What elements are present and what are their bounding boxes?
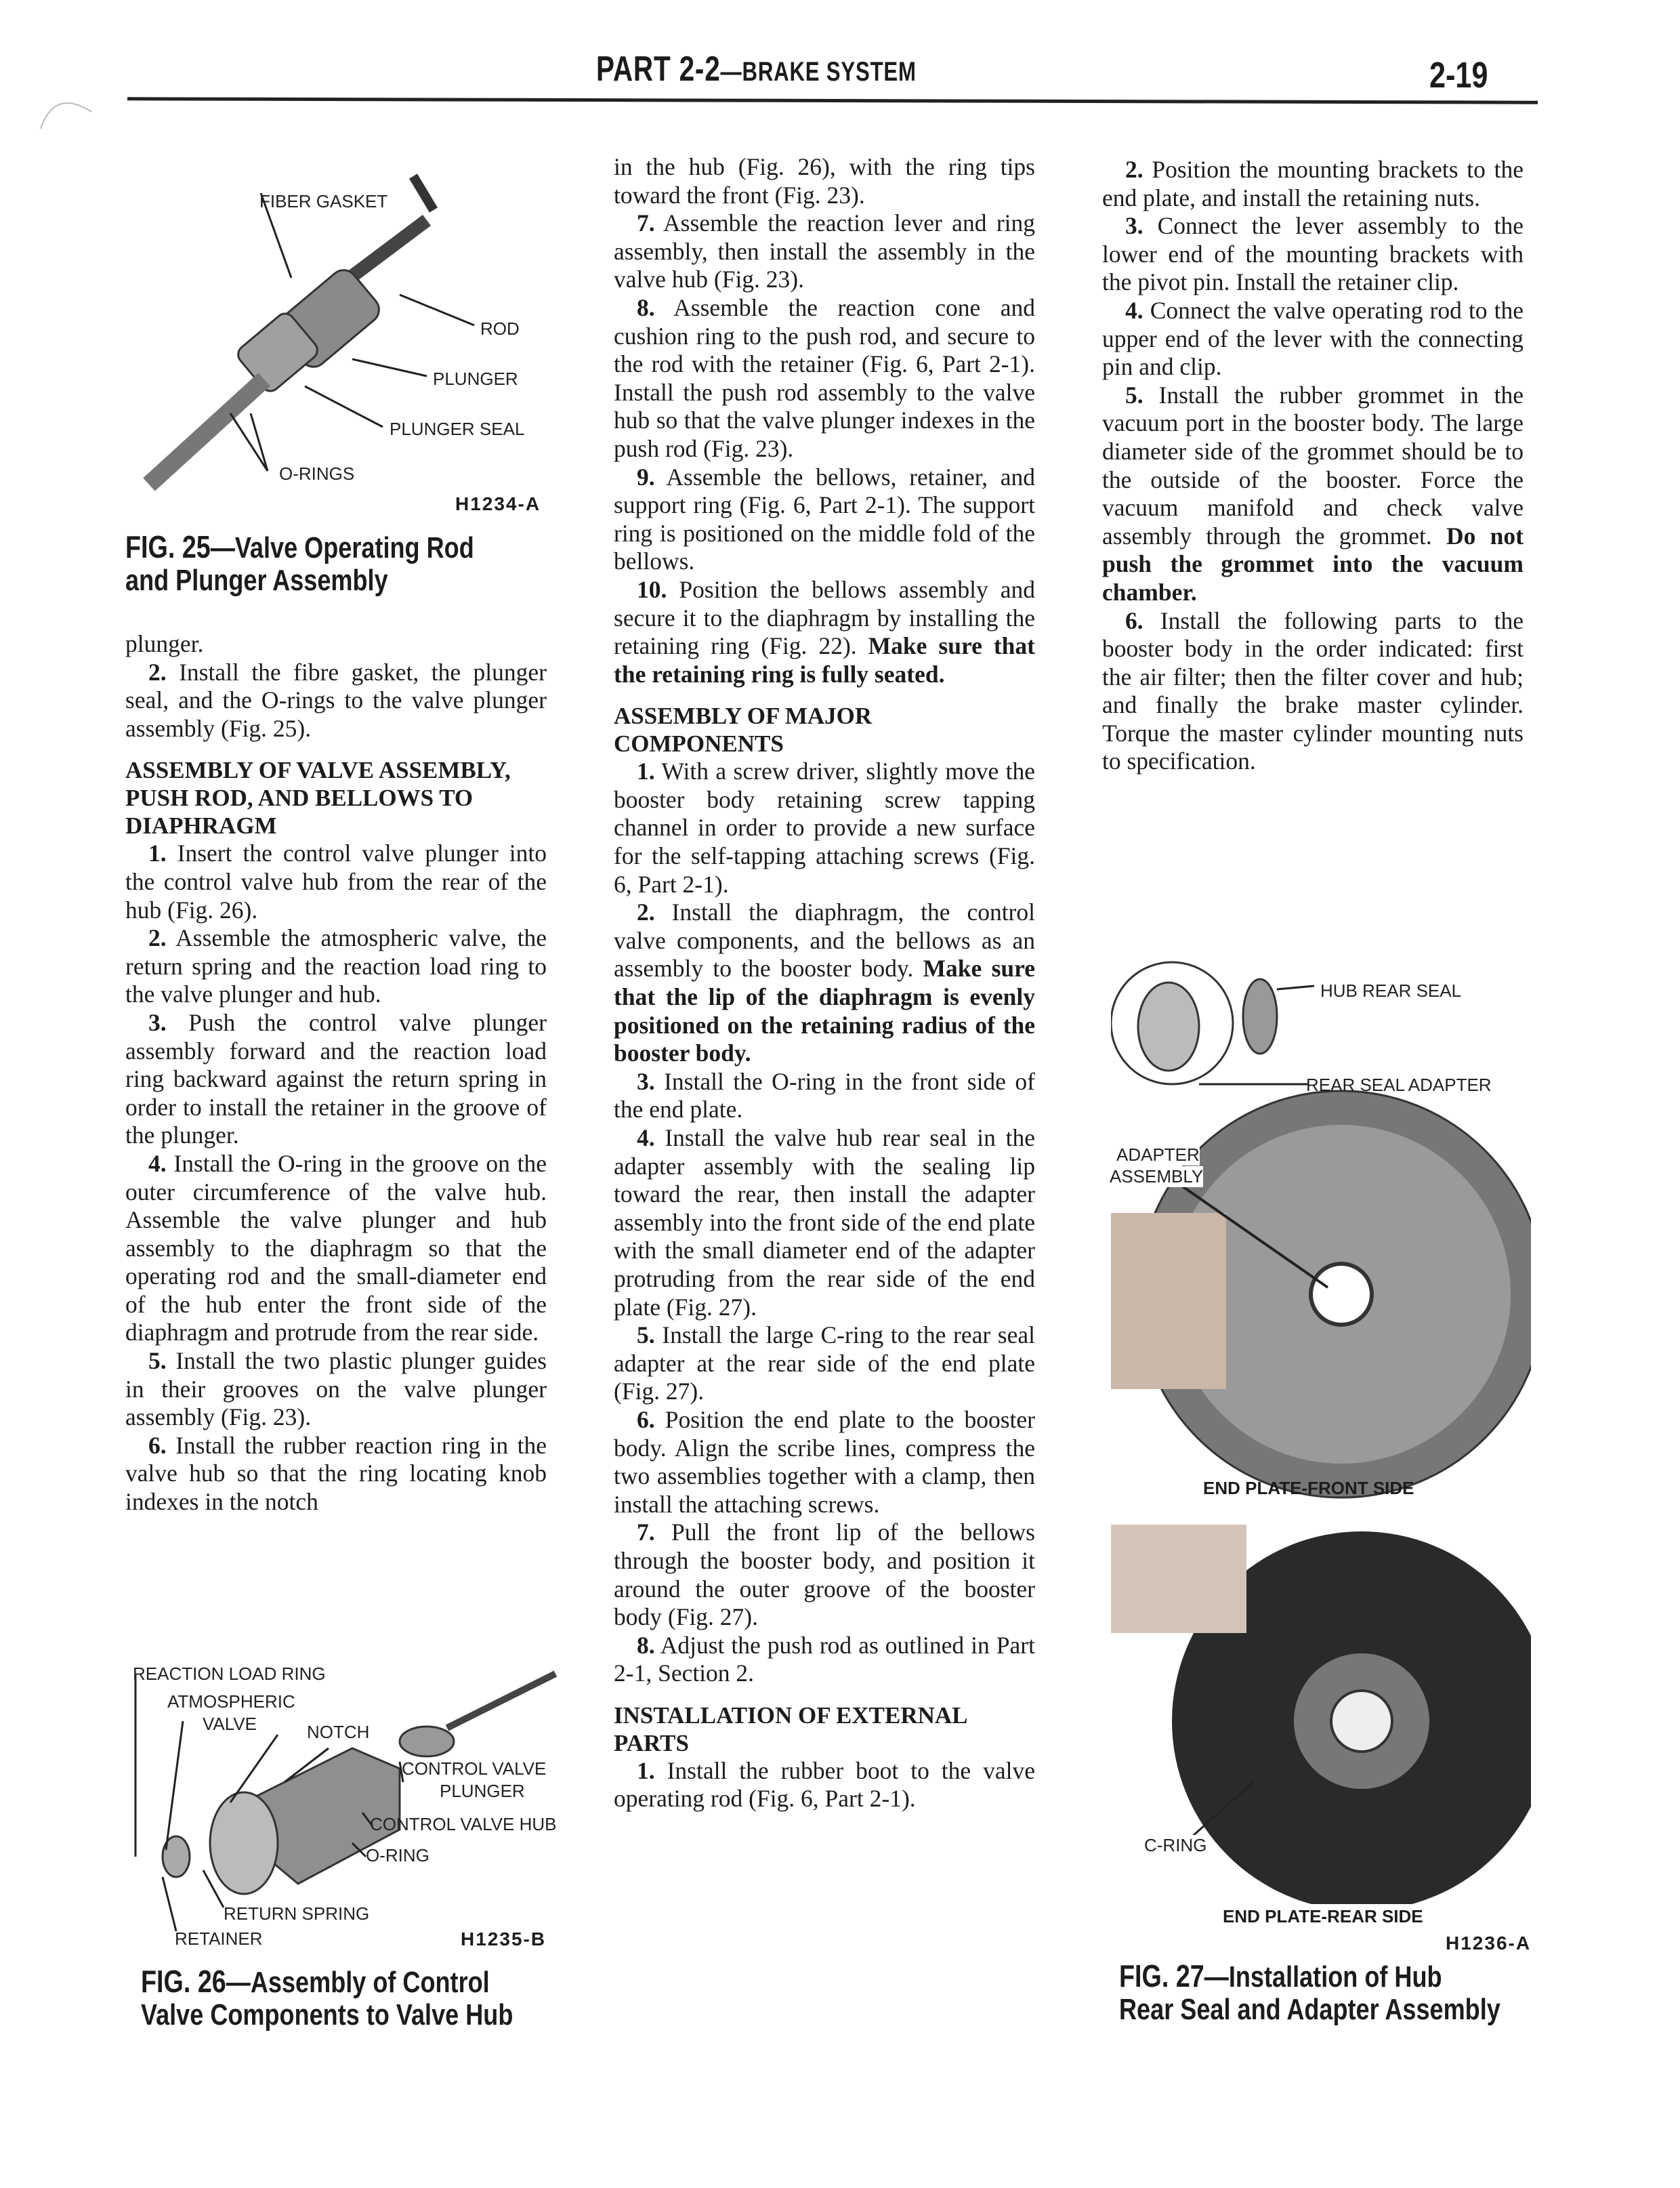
fig25-label-rod: ROD xyxy=(480,318,520,339)
step-number: 5. xyxy=(1125,381,1143,409)
warning-text: Do not push the grommet into the vacuum chamber. xyxy=(1102,522,1524,606)
paragraph xyxy=(125,1009,547,1150)
paragraph-text: Position the bellows assembly and secure it to the diaphragm by installing the retaining ring (Fig. 22). xyxy=(614,575,1035,660)
paragraph-text: Install the O-ring in the front side of the end plate. xyxy=(614,1067,1035,1123)
paragraph-text: Install the following parts to the booster body in the order indicated: first the air filter; then the filter cover and hub; and finally the brake master cylinder. Torque the master cylinder mounting nuts to specification. xyxy=(1102,606,1524,775)
fig26-label-return-spring: RETURN SPRING xyxy=(224,1903,370,1924)
paragraph-text: Adjust the push rod as outlined in Part 2-1, Section 2. xyxy=(614,1631,1035,1687)
step-number: 4. xyxy=(1125,296,1143,324)
fig26-label-valve: VALVE xyxy=(203,1714,257,1734)
step-number: 9. xyxy=(637,463,655,491)
step-number: 1. xyxy=(148,840,167,867)
paragraph xyxy=(614,294,1035,463)
step-number: 2. xyxy=(148,658,167,686)
paragraph xyxy=(614,153,1035,209)
fig26-caption-number: FIG. 26 xyxy=(141,1964,226,1999)
paragraph-text: Insert the control valve plunger into the control valve hub from the rear of the hub (Fig. 26). xyxy=(125,840,547,924)
paragraph xyxy=(614,463,1035,576)
paragraph xyxy=(125,1347,547,1432)
step-number: 8. xyxy=(637,1631,655,1659)
fig26-caption-line2: Valve Components to Valve Hub xyxy=(141,1998,513,2031)
fig27-caption-line1: —Installation of Hub xyxy=(1204,1960,1442,1994)
step-number: 2. xyxy=(1125,156,1143,183)
paragraph xyxy=(125,840,547,924)
section-heading: ASSEMBLY OF VALVE ASSEMBLY, PUSH ROD, AND BELLOWS TO DIAPHRAGM xyxy=(125,757,511,840)
fig25-label-fiber-gasket: FIBER GASKET xyxy=(259,191,388,211)
paragraph-text: plunger. xyxy=(125,630,204,657)
fig25-caption-line2: and Plunger Assembly xyxy=(125,564,388,597)
paragraph xyxy=(614,1757,1035,1813)
paragraph xyxy=(1102,381,1524,607)
fig26-label-plunger: PLUNGER xyxy=(440,1781,525,1801)
step-number: 3. xyxy=(1125,212,1143,240)
fig25-label-o-rings: O-RINGS xyxy=(279,463,355,484)
step-number: 6. xyxy=(637,1405,655,1433)
fig26-caption xyxy=(141,1965,513,2031)
fig27-code: H1236-A xyxy=(1446,1933,1532,1954)
fig25-label-plunger-seal: PLUNGER SEAL xyxy=(390,419,525,439)
paragraph-text: Install the diaphragm, the control valve components, and the bellows as an assembly to the booster body. xyxy=(614,899,1035,983)
paragraph-text: in the hub (Fig. 26), with the ring tips toward the front (Fig. 23). xyxy=(614,153,1035,209)
step-number: 3. xyxy=(148,1008,167,1036)
fig27-label-rear-seal-adapter: REAR SEAL ADAPTER xyxy=(1306,1075,1492,1095)
paragraph-text: Install the fibre gasket, the plunger seal, and the O-rings to the valve plunger assembly (Fig. 25). xyxy=(125,658,547,742)
paragraph xyxy=(614,576,1035,688)
paragraph xyxy=(125,630,547,659)
fig25-caption xyxy=(125,531,474,597)
fig25-caption-number: FIG. 25 xyxy=(125,529,211,564)
fig27-label-adapter: ADAPTER xyxy=(1116,1144,1200,1165)
paragraph xyxy=(1102,212,1524,297)
fig27-label-hub-rear-seal: HUB REAR SEAL xyxy=(1320,981,1462,1001)
paragraph-text: Position the mounting brackets to the end plate, and install the retaining nuts. xyxy=(1102,156,1524,211)
fig26-label-notch: NOTCH xyxy=(307,1722,370,1742)
fig27-caption-number: FIG. 27 xyxy=(1119,1958,1204,1994)
step-number: 6. xyxy=(1125,606,1143,634)
paragraph-text: Connect the lever assembly to the lower end of the mounting brackets with the pivot pin. Install the retainer clip. xyxy=(1102,212,1524,296)
paragraph xyxy=(125,659,547,743)
header-part: PART 2-2 xyxy=(596,49,721,89)
paragraph-text: Install the O-ring in the groove on the outer circumference of the valve hub. Assemble the valve plunger and hub assembly to the diaphragm so that the operating rod and the small-diameter end of the hub enter the front side of the diaphragm and protrude from the rear side. xyxy=(125,1149,547,1346)
fig26-caption-line1: —Assembly of Control xyxy=(226,1966,490,1999)
paragraph-text: Install the large C-ring to the rear seal adapter at the rear side of the end plate (Fig. 27). xyxy=(614,1321,1035,1405)
paragraph-text: Assemble the reaction cone and cushion ring to the push rod, and secure to the rod with the retainer (Fig. 6, Part 2-1). Install the push rod assembly to the valve hub so that the valve plunger indexes in the push rod (Fig. 23). xyxy=(614,293,1035,462)
fig26-code: H1235-B xyxy=(461,1928,547,1949)
step-number: 2. xyxy=(148,924,167,952)
fig27-rear-side-label: END PLATE-REAR SIDE xyxy=(1223,1906,1423,1926)
fig27-front-side-label: END PLATE-FRONT SIDE xyxy=(1203,1478,1414,1498)
step-number: 4. xyxy=(148,1149,167,1177)
warning-text: Make sure that the lip of the diaphragm is evenly positioned on the retaining radius of the booster body. xyxy=(614,955,1036,1067)
step-number: 8. xyxy=(637,293,655,321)
step-number: 5. xyxy=(148,1347,167,1375)
paragraph-text: Install the rubber boot to the valve operating rod (Fig. 6, Part 2-1). xyxy=(614,1756,1035,1813)
paragraph xyxy=(125,1432,547,1516)
paragraph-text: Connect the valve operating rod to the upper end of the lever with the connecting pin and clip. xyxy=(1102,296,1524,381)
text-column-left xyxy=(125,630,547,1516)
paragraph xyxy=(614,1519,1035,1631)
paragraph xyxy=(125,1150,547,1347)
paragraph xyxy=(614,1321,1035,1406)
fig27-label-assembly: ASSEMBLY xyxy=(1110,1166,1204,1186)
paragraph-text: Assemble the reaction lever and ring assembly, then install the assembly in the valve hub (Fig. 23). xyxy=(614,209,1035,293)
step-number: 4. xyxy=(637,1124,655,1151)
fig25-code: H1234-A xyxy=(455,493,541,514)
fig26-label-atmospheric: ATMOSPHERIC xyxy=(167,1691,295,1712)
paragraph xyxy=(125,924,547,1009)
paragraph xyxy=(1102,156,1524,212)
running-header xyxy=(596,49,917,89)
text-column-middle xyxy=(614,153,1035,1813)
fig27-caption-line2: Rear Seal and Adapter Assembly xyxy=(1119,1993,1500,2026)
step-number: 6. xyxy=(148,1431,167,1459)
header-rule xyxy=(127,97,1538,104)
fig26-label-control-valve: CONTROL VALVE xyxy=(402,1758,547,1779)
step-number: 1. xyxy=(637,758,655,785)
header-section: —BRAKE SYSTEM xyxy=(720,57,917,87)
fig27-label-c-ring: C-RING xyxy=(1144,1835,1207,1855)
paragraph-text: Install the two plastic plunger guides in their grooves on the valve plunger assembly (Fig. 23). xyxy=(125,1347,547,1431)
paragraph xyxy=(614,1632,1035,1688)
page-number: 2-19 xyxy=(1429,55,1488,96)
fig25-label-plunger: PLUNGER xyxy=(433,369,518,389)
paragraph-text: With a screw driver, slightly move the booster body retaining screw tapping channel in order to provide a new surface for the self-tapping attaching screws (Fig. 6, Part 2-1). xyxy=(614,758,1035,898)
step-number: 7. xyxy=(637,1519,655,1546)
paragraph-text: Assemble the bellows, retainer, and support ring (Fig. 6, Part 2-1). The support ring is positioned on the middle fold of the bellows. xyxy=(614,463,1035,575)
paragraph xyxy=(614,1068,1035,1124)
step-number: 2. xyxy=(637,899,655,926)
step-number: 7. xyxy=(637,209,655,237)
paragraph xyxy=(614,1406,1035,1519)
section-heading: ASSEMBLY OF MAJOR COMPONENTS xyxy=(614,703,873,758)
fig26-label-o-ring: O-RING xyxy=(366,1845,429,1865)
fig27-caption xyxy=(1119,1960,1500,2026)
warning-text: Make sure that the retaining ring is fully seated. xyxy=(614,632,1036,688)
page-curl-mark xyxy=(34,81,102,136)
fig26-label-control-valve-hub: CONTROL VALVE HUB xyxy=(370,1814,557,1834)
paragraph-text: Push the control valve plunger assembly forward and the reaction load ring backward against the return spring in order to install the retainer in the groove of the plunger. xyxy=(125,1008,547,1149)
fig26-label-retainer: RETAINER xyxy=(175,1928,263,1949)
fig25-caption-line1: —Valve Operating Rod xyxy=(210,531,474,564)
paragraph-text: Install the rubber reaction ring in the valve hub so that the ring locating knob indexes in the notch xyxy=(125,1431,547,1516)
paragraph xyxy=(614,1124,1035,1321)
step-number: 3. xyxy=(637,1067,655,1095)
step-number: 10. xyxy=(637,575,667,603)
paragraph-text: Install the rubber grommet in the vacuum port in the booster body. The large diameter side of the grommet should be to the outside of the booster. Force the vacuum manifold and check valve assembly through the grommet. xyxy=(1102,381,1524,550)
step-number: 5. xyxy=(637,1321,655,1349)
fig26-label-reaction-load-ring: REACTION LOAD RING xyxy=(133,1664,326,1684)
paragraph-text: Assemble the atmospheric valve, the return spring and the reaction load ring to the valve plunger and hub. xyxy=(125,924,547,1008)
section-heading: INSTALLATION OF EXTERNAL PARTS xyxy=(614,1701,967,1756)
paragraph-text: Install the valve hub rear seal in the adapter assembly with the sealing lip toward the rear, then install the adapter assembly into the front side of the end plate with the small diameter end of the adapter protruding from the rear side of the end plate (Fig. 27). xyxy=(614,1124,1035,1321)
paragraph xyxy=(614,758,1035,899)
paragraph-text: Pull the front lip of the bellows through the booster body, and position it around the outer groove of the booster body (Fig. 27). xyxy=(614,1519,1035,1631)
paragraph xyxy=(614,899,1035,1068)
paragraph-text: Position the end plate to the booster body. Align the scribe lines, compress the two assemblies together with a clamp, then install the attaching screws. xyxy=(614,1405,1035,1518)
paragraph xyxy=(614,209,1035,294)
paragraph xyxy=(1102,297,1524,381)
step-number: 1. xyxy=(637,1756,655,1784)
paragraph xyxy=(1102,607,1524,777)
text-column-right xyxy=(1102,156,1524,776)
